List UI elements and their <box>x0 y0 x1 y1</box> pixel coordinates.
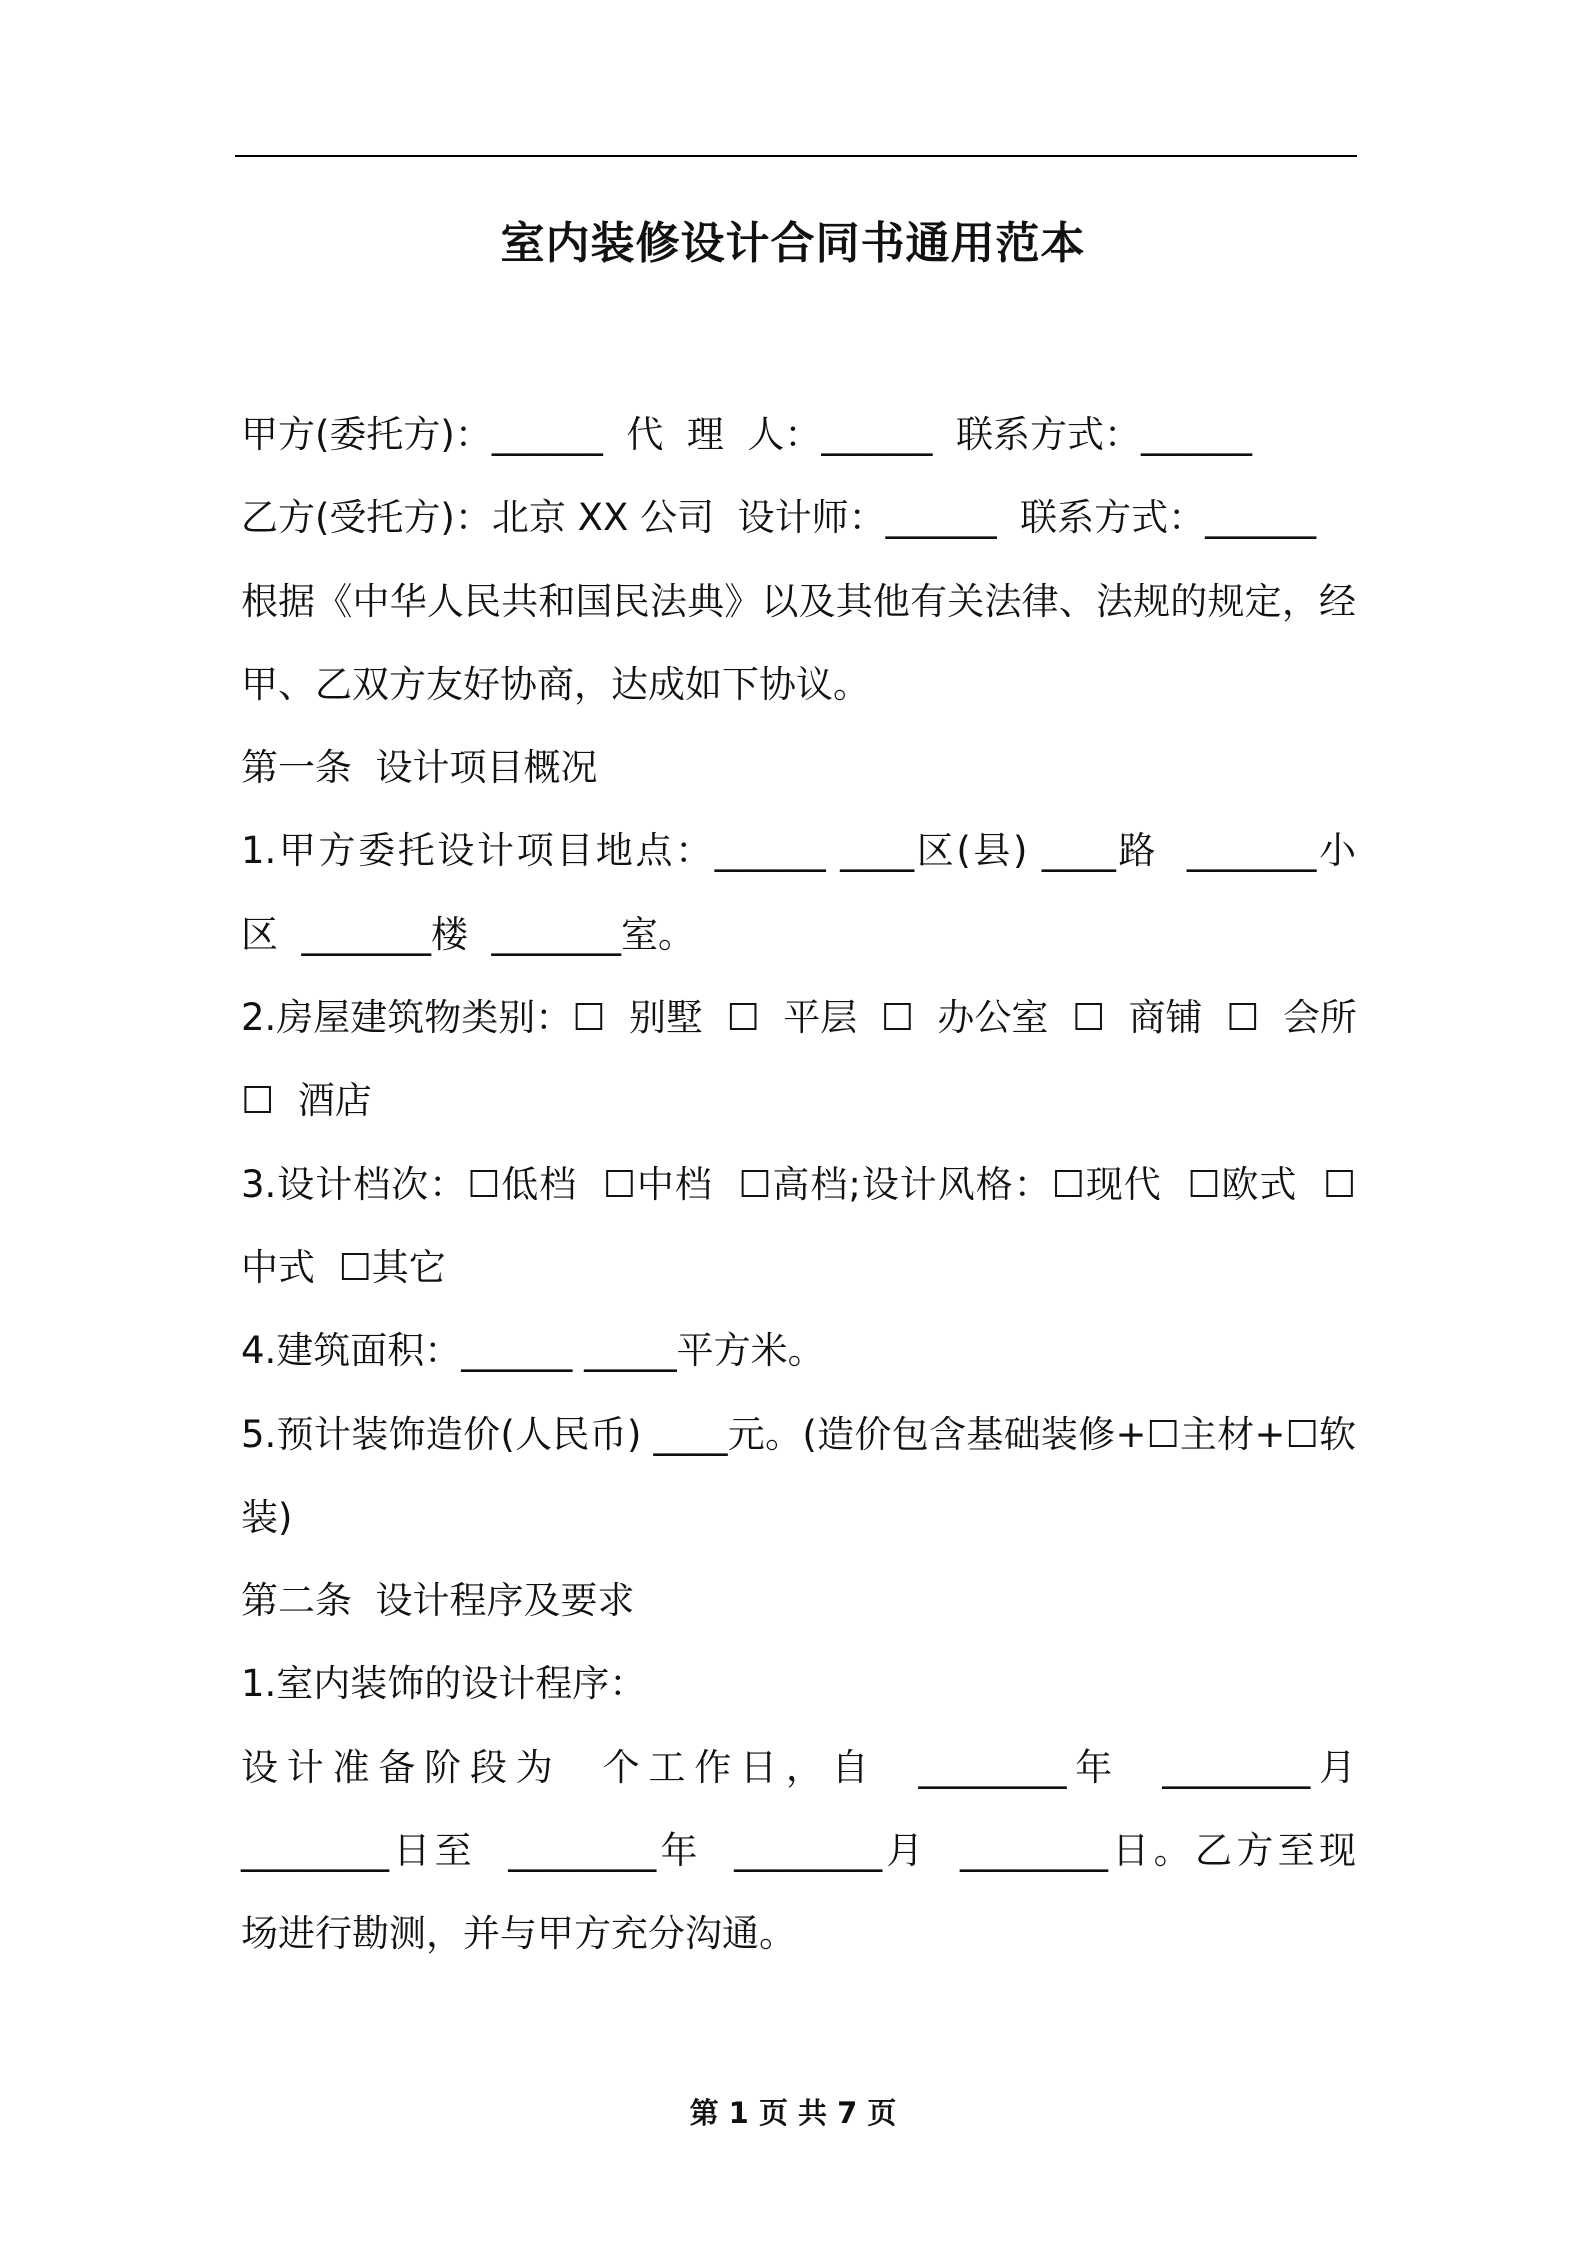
page-footer: 第 1 页 共 7 页 <box>689 2096 897 2130</box>
document-title: 室内装修设计合同书通用范本 <box>500 218 1086 269</box>
article-2-heading: 第二条 设计程序及要求 <box>241 1579 635 1623</box>
header-rule <box>235 155 1357 157</box>
schedule-line-1: 设计准备阶段为 个工作日，自 ________年 ________月 <box>241 1745 1356 1789</box>
preamble-line-1: 根据《中华人民共和国民法典》以及其他有关法律、法规的规定，经 <box>241 579 1356 623</box>
document-body <box>241 405 1356 1988</box>
schedule-line-3: 场进行勘测，并与甲方充分沟通。 <box>241 1912 796 1956</box>
item-1-3-line-1: 3.设计档次：☐低档 ☐中档 ☐高档;设计风格：☐现代 ☐欧式 ☐ <box>241 1162 1356 1206</box>
item-1-3-line-2: 中式 ☐其它 <box>241 1245 446 1289</box>
item-1-5-line-1: 5.预计装饰造价(人民币) ____元。(造价包含基础装修+☐主材+☐软 <box>241 1412 1356 1456</box>
item-1-1-line-2: 区 _______楼 _______室。 <box>241 912 696 956</box>
item-1-2-line-2: ☐ 酒店 <box>241 1079 372 1123</box>
item-2-1-heading: 1.室内装饰的设计程序： <box>241 1662 647 1706</box>
item-1-4-line: 4.建筑面积：______ _____平方米。 <box>241 1329 825 1373</box>
party-a-line: 甲方(委托方)：______ 代 理 人：______ 联系方式：______ <box>241 413 1252 456</box>
preamble-line-2: 甲、乙双方友好协商，达成如下协议。 <box>241 662 870 706</box>
article-1-heading: 第一条 设计项目概况 <box>241 746 598 790</box>
party-b-line: 乙方(受托方)：北京 XX 公司 设计师：______ 联系方式：______ <box>241 496 1317 540</box>
item-1-2-line-1: 2.房屋建筑物类别：☐ 别墅 ☐ 平层 ☐ 办公室 ☐ 商铺 ☐ 会所 <box>241 996 1357 1040</box>
item-1-1-line-1: 1.甲方委托设计项目地点：______ ____区(县) ____路 _______小 <box>241 829 1356 873</box>
item-1-5-line-2: 装) <box>241 1495 293 1539</box>
schedule-line-2: ________日至 ________年 ________月 ________日。乙方至现 <box>241 1829 1356 1873</box>
